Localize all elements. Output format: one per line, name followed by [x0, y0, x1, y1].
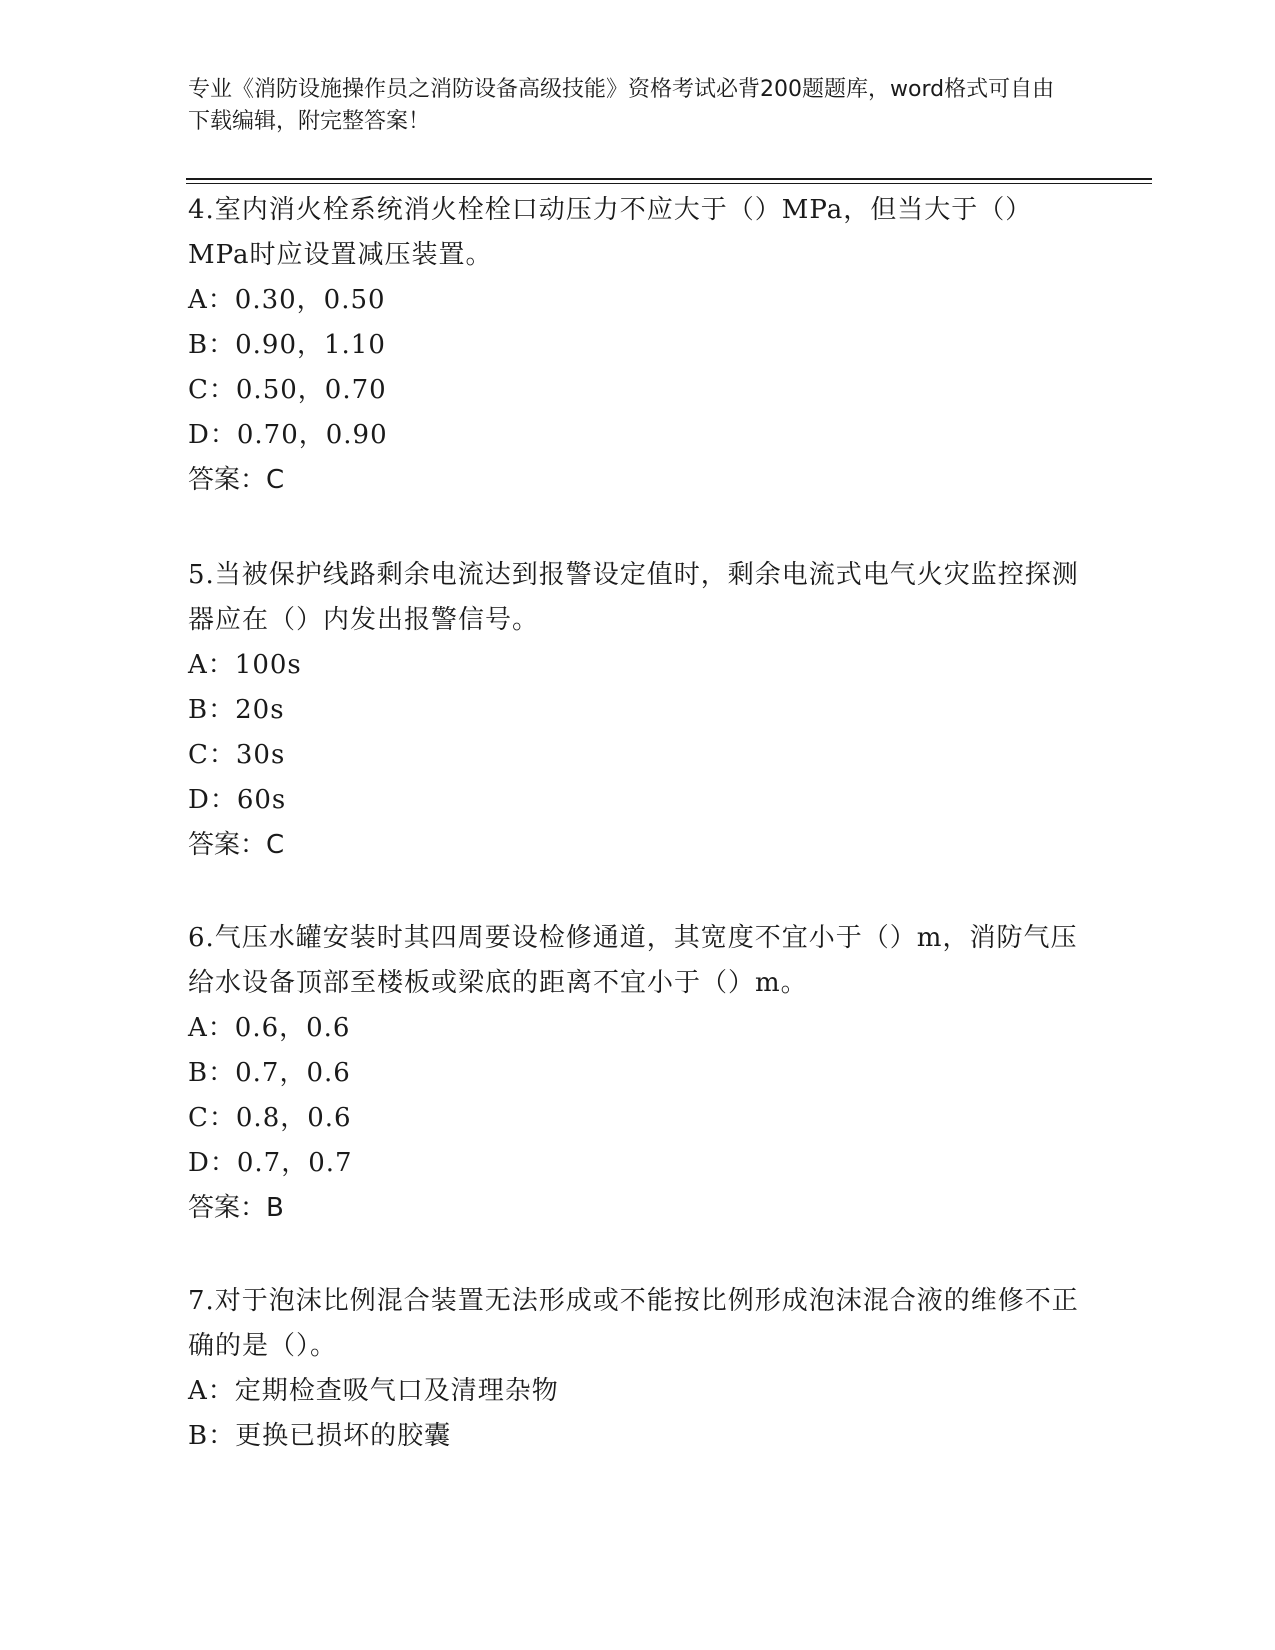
- option-c: C：30s: [188, 740, 286, 770]
- answer: 答案：B: [188, 1193, 284, 1223]
- option-c: C：0.50，0.70: [188, 375, 387, 405]
- question-4: [188, 188, 1088, 503]
- question-stem: 7.对于泡沫比例混合装置无法形成或不能按比例形成泡沫混合液的维修不正确的是（）。: [188, 1286, 1079, 1361]
- answer: 答案：C: [188, 465, 285, 495]
- header-divider-thin: [186, 183, 1152, 184]
- option-a: A：0.30，0.50: [188, 285, 386, 315]
- question-stem: 6.气压水罐安装时其四周要设检修通道，其宽度不宜小于（）m，消防气压给水设备顶部至楼板或梁底的距离不宜小于（）m。: [188, 923, 1078, 998]
- option-b: B：0.90，1.10: [188, 330, 386, 360]
- header-divider: [186, 178, 1152, 180]
- answer: 答案：C: [188, 830, 285, 860]
- option-b: B：0.7，0.6: [188, 1058, 351, 1088]
- question-7: [188, 1279, 1088, 1459]
- option-b: B：20s: [188, 695, 285, 725]
- option-d: D：0.7，0.7: [188, 1148, 353, 1178]
- question-5: [188, 553, 1088, 868]
- question-stem: 4.室内消火栓系统消火栓栓口动压力不应大于（）MPa，但当大于（）MPa时应设置减压装置。: [188, 195, 1033, 270]
- option-a: A：100s: [188, 650, 302, 680]
- option-c: C：0.8，0.6: [188, 1103, 352, 1133]
- header-note: 专业《消防设施操作员之消防设备高级技能》资格考试必背200题题库，word格式可自由下载编辑，附完整答案！: [188, 77, 1055, 134]
- option-b: B：更换已损坏的胶囊: [188, 1421, 452, 1451]
- question-6: [188, 916, 1088, 1231]
- question-stem: 5.当被保护线路剩余电流达到报警设定值时，剩余电流式电气火灾监控探测器应在（）内发出报警信号。: [188, 560, 1079, 635]
- option-a: A：定期检查吸气口及清理杂物: [188, 1376, 559, 1406]
- option-a: A：0.6，0.6: [188, 1013, 351, 1043]
- option-d: D：60s: [188, 785, 287, 815]
- option-d: D：0.70，0.90: [188, 420, 388, 450]
